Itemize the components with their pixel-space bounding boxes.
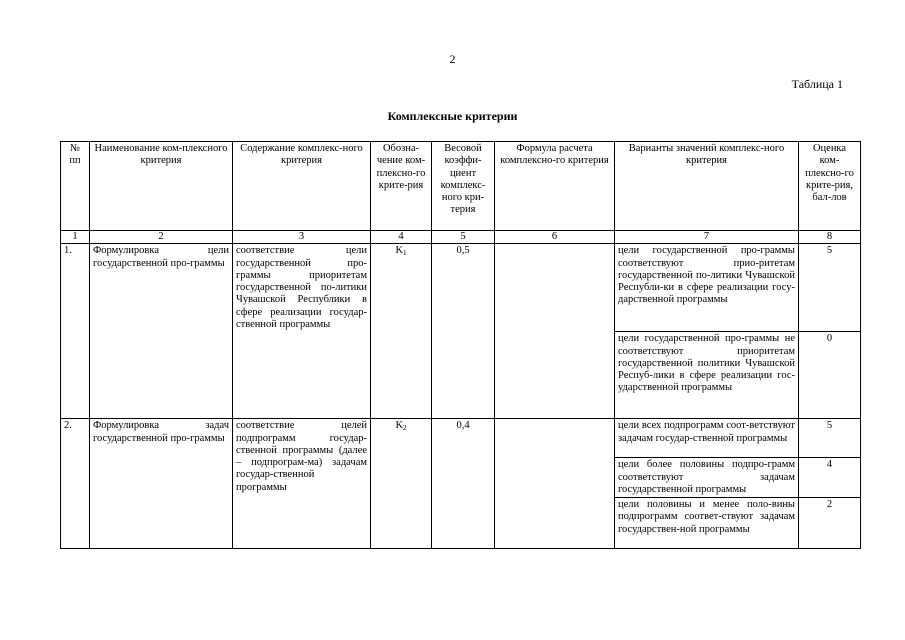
criterion-formula bbox=[495, 244, 615, 419]
column-header: Обозна-чение ком-плексно-го крите-рия bbox=[371, 142, 432, 231]
column-header: № пп bbox=[61, 142, 90, 231]
column-number: 2 bbox=[90, 231, 233, 244]
designation-letter: K bbox=[395, 420, 404, 432]
criterion-weight: 0,5 bbox=[432, 244, 495, 419]
criterion-designation bbox=[371, 419, 432, 549]
column-header: Формула расчета комплексно-го критерия bbox=[495, 142, 615, 231]
column-number: 8 bbox=[799, 231, 861, 244]
criterion-number: 2. bbox=[61, 419, 90, 549]
column-number: 7 bbox=[615, 231, 799, 244]
header-row bbox=[61, 142, 861, 231]
column-header: Содержание комплекс-ного критерия bbox=[233, 142, 371, 231]
criterion-name: Формулировка цели государственной про-граммы bbox=[90, 244, 233, 419]
table-row bbox=[61, 244, 861, 332]
column-header: Варианты значений комплекс-ного критерия bbox=[615, 142, 799, 231]
criteria-table bbox=[60, 141, 861, 549]
criterion-formula bbox=[495, 419, 615, 549]
variant-score: 2 bbox=[799, 498, 861, 549]
variant-score: 5 bbox=[799, 244, 861, 332]
criterion-content: соответствие целей подпрограмм государ-ственной программы (далее – подпрограм-ма) задачам государ-ственной программы bbox=[233, 419, 371, 549]
page-number: 2 bbox=[449, 52, 456, 66]
column-number: 3 bbox=[233, 231, 371, 244]
criterion-name: Формулировка задач государственной про-граммы bbox=[90, 419, 233, 549]
variant-text: цели более половины подпро-грамм соответствуют задачам государственной программы bbox=[615, 458, 799, 498]
variant-score: 5 bbox=[799, 419, 861, 458]
designation-index: 2 bbox=[403, 424, 407, 433]
column-number: 1 bbox=[61, 231, 90, 244]
variant-text: цели половины и менее поло-вины подпрограмм соответ-ствуют задачам государствен-ной программы bbox=[615, 498, 799, 549]
variant-text: цели всех подпрограмм соот-ветствуют задачам государ-ственной программы bbox=[615, 419, 799, 458]
variant-text: цели государственной про-граммы не соответствуют приоритетам государственной политики Чувашской Респуб-лики в сфере реализации гос-ударственной программы bbox=[615, 332, 799, 419]
column-number: 6 bbox=[495, 231, 615, 244]
criterion-weight: 0,4 bbox=[432, 419, 495, 549]
column-header: Наименование ком-плексного критерия bbox=[90, 142, 233, 231]
document-title: Комплексные критерии bbox=[387, 109, 518, 123]
table-row bbox=[61, 419, 861, 458]
column-header: Оценка ком-плексно-го крите-рия, бал-лов bbox=[799, 142, 861, 231]
variant-score: 4 bbox=[799, 458, 861, 498]
column-header: Весовой коэффи-циент комплекс-ного кри-терия bbox=[432, 142, 495, 231]
table-caption: Таблица 1 bbox=[791, 77, 843, 91]
designation-letter: K bbox=[395, 245, 404, 257]
column-number: 5 bbox=[432, 231, 495, 244]
variant-text: цели государственной про-граммы соответствуют прио-ритетам государственной по-литики Чувашской Республи-ки в сфере реализации госу-дарственной программы bbox=[615, 244, 799, 332]
criterion-designation bbox=[371, 244, 432, 419]
column-number-row bbox=[61, 231, 861, 244]
criterion-number: 1. bbox=[61, 244, 90, 419]
variant-score: 0 bbox=[799, 332, 861, 419]
designation-index: 1 bbox=[403, 249, 407, 258]
column-number: 4 bbox=[371, 231, 432, 244]
criterion-content: соответствие цели государственной про-граммы приоритетам государственной по-литики Чувашской Республики в сфере реализации государ-ственной программы bbox=[233, 244, 371, 419]
